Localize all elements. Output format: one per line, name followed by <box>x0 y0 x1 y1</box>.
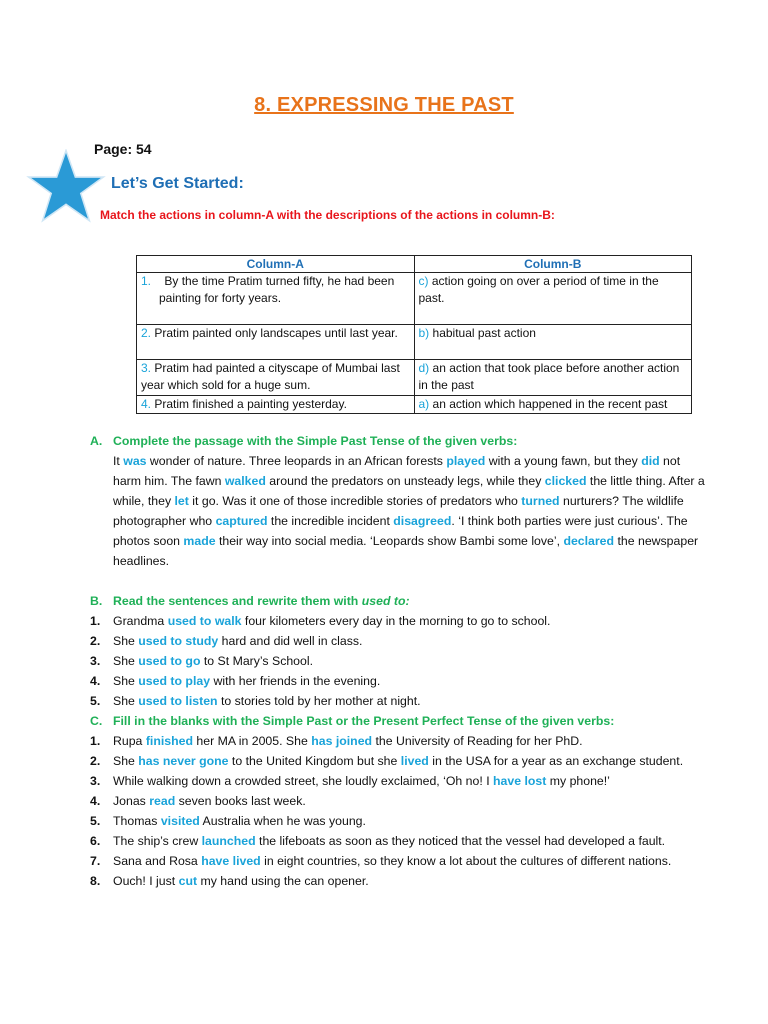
body-text: Australia when he was young. <box>199 814 366 828</box>
item-number: 1. <box>141 274 152 288</box>
item-number: 5. <box>90 694 101 708</box>
item-number: 4. <box>90 794 101 808</box>
body-text: to St Mary’s School. <box>200 654 314 668</box>
column-b-cell <box>414 273 692 325</box>
body-text: the University of Reading for her PhD. <box>372 734 583 748</box>
answer-text: was <box>123 454 147 468</box>
list-item <box>90 831 710 851</box>
body-text: my phone!’ <box>546 774 610 788</box>
section-heading-text: Read the sentences and rewrite them with <box>113 594 362 608</box>
body-text: seven books last week. <box>175 794 306 808</box>
body-text: their way into social media. ‘Leopards show Bambi some love’, <box>215 534 564 548</box>
body-text: my hand using the can opener. <box>197 874 369 888</box>
body-text: it go. Was it one of those incredible stories of predators who <box>188 494 522 508</box>
table-row <box>137 273 692 325</box>
body-text: to stories told by her mother at night. <box>217 694 421 708</box>
item-number: 4. <box>141 397 152 411</box>
list-item <box>90 651 710 671</box>
answer-text: used to walk <box>167 614 242 628</box>
section-letter: A. <box>90 434 103 448</box>
list-item <box>90 771 710 791</box>
body-text: the lifeboats as soon as they noticed that the vessel had developed a fault. <box>255 834 666 848</box>
body-text: Rupa <box>113 734 146 748</box>
body-text: Sana and Rosa <box>113 854 202 868</box>
answer-text: launched <box>201 834 256 848</box>
body-text: around the predators on unsteady legs, while they <box>265 474 545 488</box>
column-b-cell <box>414 325 692 360</box>
body-text: The ship’s crew <box>113 834 202 848</box>
table-row <box>137 360 692 396</box>
column-b-cell <box>414 396 692 414</box>
answer-text: cut <box>178 874 198 888</box>
body-text: with her friends in the evening. <box>210 674 381 688</box>
body-text: She <box>113 634 139 648</box>
body-text: with a young fawn, but they <box>485 454 642 468</box>
body-text: While walking down a crowded street, she loudly exclaimed, ‘Oh no! I <box>113 774 494 788</box>
column-a-cell <box>137 360 415 396</box>
answer-text: has never gone <box>138 754 229 768</box>
section-a-heading <box>90 431 710 451</box>
section-letter: C. <box>90 714 103 728</box>
answer-text: played <box>446 454 486 468</box>
section-b-list <box>90 611 710 711</box>
answer-text: read <box>149 794 176 808</box>
answer-text: made <box>183 534 216 548</box>
item-description: action going on over a period of time in the past. <box>418 274 659 305</box>
item-number: 1. <box>90 734 101 748</box>
answer-text: used to study <box>138 634 219 648</box>
body-text: nurturers? The wildlife photographer who <box>113 494 684 528</box>
list-item <box>90 671 710 691</box>
item-number: 3. <box>141 361 152 375</box>
answer-text: disagreed <box>393 514 452 528</box>
column-a-cell <box>137 325 415 360</box>
item-text: By the time Pratim turned fifty, he had been painting for forty years. <box>159 274 395 305</box>
item-number: 6. <box>90 834 101 848</box>
body-text: wonder of nature. Three leopards in an African forests <box>146 454 447 468</box>
list-item <box>90 731 710 751</box>
list-item <box>90 751 710 771</box>
body-text: to the United Kingdom but she <box>228 754 401 768</box>
item-number: 2. <box>90 754 101 768</box>
matching-table <box>136 255 692 414</box>
table-row <box>137 325 692 360</box>
section-heading-text: Fill in the blanks with the Simple Past or the Present Perfect Tense of the given verbs: <box>113 714 615 728</box>
list-item <box>90 631 710 651</box>
item-number: 2. <box>90 634 101 648</box>
item-key: d) <box>418 361 430 375</box>
body-text: hard and did well in class. <box>218 634 363 648</box>
answer-text: walked <box>224 474 266 488</box>
item-description: habitual past action <box>432 326 536 340</box>
body-text: in the USA for a year as an exchange student. <box>428 754 684 768</box>
answer-text: used to play <box>138 674 211 688</box>
body-text: . ‘I think both parties were just curious’. The photos soon <box>113 514 688 548</box>
list-item <box>90 611 710 631</box>
section-c <box>90 711 710 891</box>
answer-text: lived <box>400 754 429 768</box>
item-number: 7. <box>90 854 101 868</box>
body-text: She <box>113 654 139 668</box>
answer-text: has joined <box>311 734 373 748</box>
item-key: a) <box>418 397 430 411</box>
section-b <box>90 591 710 711</box>
item-number: 1. <box>90 614 101 628</box>
body-text: the newspaper headlines. <box>113 534 699 568</box>
list-item <box>90 691 710 711</box>
star-icon <box>26 149 106 223</box>
answer-text: finished <box>145 734 193 748</box>
column-a-cell <box>137 396 415 414</box>
section-b-heading <box>90 591 710 611</box>
item-description: an action which happened in the recent past <box>432 397 668 411</box>
section-heading-text: Complete the passage with the Simple Past Tense of the given verbs: <box>113 434 518 448</box>
page-number-label: Page: 54 <box>94 141 152 157</box>
list-item <box>90 791 710 811</box>
section-a-passage <box>90 451 710 571</box>
item-text: Pratim had painted a cityscape of Mumbai last year which sold for a huge sum. <box>141 361 400 392</box>
body-text: Thomas <box>113 814 161 828</box>
list-item <box>90 871 710 891</box>
answer-text: used to listen <box>138 694 218 708</box>
answer-text: let <box>174 494 189 508</box>
section-c-heading <box>90 711 710 731</box>
answer-text: clicked <box>544 474 587 488</box>
page-title: 8. EXPRESSING THE PAST <box>254 94 514 116</box>
section-heading-emphasis: used to: <box>361 594 410 608</box>
body-text: Jonas <box>113 794 150 808</box>
item-description: an action that took place before another action in the past <box>418 361 680 392</box>
match-instruction: Match the actions in column-A with the descriptions of the actions in column-B: <box>100 208 555 222</box>
item-number: 4. <box>90 674 101 688</box>
lets-get-started-heading: Let’s Get Started: <box>111 175 244 192</box>
answer-text: turned <box>521 494 560 508</box>
section-a <box>90 431 710 571</box>
body-text: Grandma <box>113 614 168 628</box>
column-a-cell <box>137 273 415 325</box>
column-b-header: Column-B <box>414 256 692 273</box>
answer-text: used to go <box>138 654 201 668</box>
section-c-list <box>90 731 710 891</box>
item-number: 8. <box>90 874 101 888</box>
item-text: Pratim painted only landscapes until last year. <box>154 326 398 340</box>
item-key: c) <box>418 274 429 288</box>
item-text: Pratim finished a painting yesterday. <box>154 397 347 411</box>
column-b-cell <box>414 360 692 396</box>
body-text: four kilometers every day in the morning to go to school. <box>241 614 551 628</box>
answer-text: did <box>641 454 660 468</box>
answer-text: have lived <box>201 854 261 868</box>
body-text: She <box>113 694 139 708</box>
table-row <box>137 396 692 414</box>
column-a-header: Column-A <box>137 256 415 273</box>
body-text: It <box>113 454 124 468</box>
section-letter: B. <box>90 594 103 608</box>
answer-text: captured <box>215 514 268 528</box>
list-item <box>90 851 710 871</box>
body-text: Ouch! I just <box>113 874 179 888</box>
answer-text: declared <box>563 534 615 548</box>
answer-text: have lost <box>493 774 547 788</box>
body-text: in eight countries, so they know a lot about the cultures of different nations. <box>260 854 672 868</box>
item-number: 2. <box>141 326 152 340</box>
answer-text: visited <box>160 814 200 828</box>
item-number: 5. <box>90 814 101 828</box>
body-text: not harm him. The fawn <box>113 454 681 488</box>
body-text: the incredible incident <box>267 514 394 528</box>
list-item <box>90 811 710 831</box>
item-number: 3. <box>90 774 101 788</box>
item-number: 3. <box>90 654 101 668</box>
body-text: her MA in 2005. She <box>192 734 312 748</box>
item-key: b) <box>418 326 430 340</box>
body-text: She <box>113 754 139 768</box>
body-text: the little thing. After a while, they <box>113 474 705 508</box>
body-text: She <box>113 674 139 688</box>
